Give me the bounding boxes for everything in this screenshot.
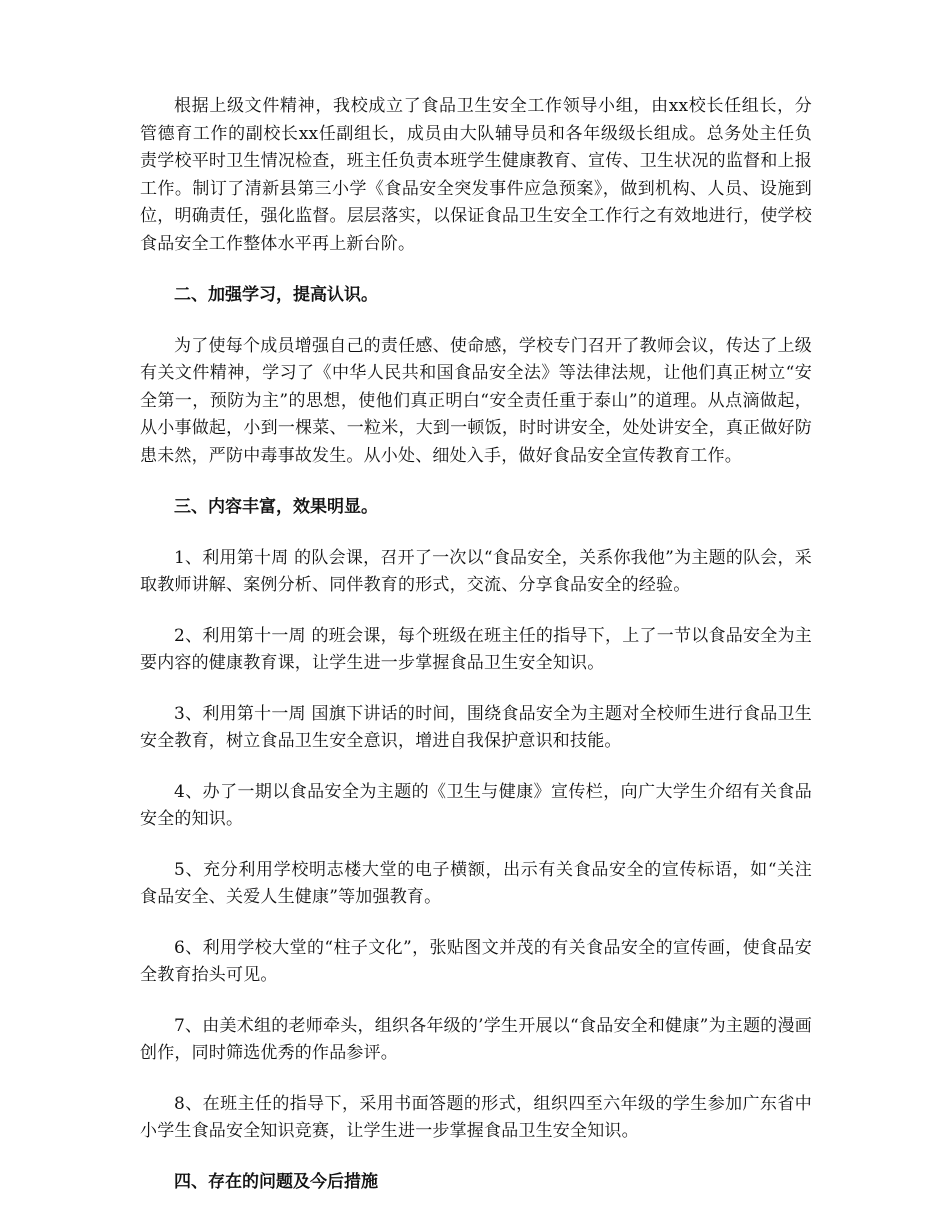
list-item-4: 4、办了一期以食品安全为主题的《卫生与健康》宣传栏，向广大学生介绍有关食品安全的知识。 (140, 781, 812, 829)
section-heading-4: 四、存在的问题及今后措施 (174, 1171, 378, 1192)
document-body (140, 93, 812, 1196)
study-paragraph: 为了使每个成员增强自己的责任感、使命感，学校专门召开了教师会议，传达了上级有关文件精神，学习了《中华人民共和国食品安全法》等法律法规，让他们真正树立“安全第一，预防为主”的思想，使他们真正明白“安全责任重于泰山”的道理。从点滴做起，从小事做起，小到一棵菜、一粒米，大到一顿饭，时时讲安全，处处讲安全，真正做好防患未然，严防中毒事故发生。从小处、细处入手，做好食品安全宣传教育工作。 (140, 335, 812, 466)
list-item-3: 3、利用第十一周 国旗下讲话的时间，围绕食品安全为主题对全校师生进行食品卫生安全教育，树立食品卫生安全意识，增进自我保护意识和技能。 (140, 703, 812, 751)
list-item-8: 8、在班主任的指导下，采用书面答题的形式，组织四至六年级的学生参加广东省中小学生食品安全知识竞赛，让学生进一步掌握食品卫生安全知识。 (140, 1093, 812, 1141)
list-item-6: 6、利用学校大堂的“柱子文化”，张贴图文并茂的有关食品安全的宣传画，使食品安全教育抬头可见。 (140, 937, 812, 985)
list-item-5: 5、充分利用学校明志楼大堂的电子横额，出示有关食品安全的宣传标语，如“关注食品安全、关爱人生健康”等加强教育。 (140, 859, 812, 907)
section-heading-3: 三、内容丰富，效果明显。 (174, 497, 378, 517)
list-item-2: 2、利用第十一周 的班会课，每个班级在班主任的指导下，上了一节以食品安全为主要内容的健康教育课，让学生进一步掌握食品卫生安全知识。 (140, 625, 812, 673)
list-item-7: 7、由美术组的老师牵头，组织各年级的’学生开展以“食品安全和健康”为主题的漫画创作，同时筛选优秀的作品参评。 (140, 1015, 812, 1063)
section-heading-2: 二、加强学习，提高认识。 (174, 285, 378, 305)
list-item-1: 1、利用第十周 的队会课，召开了一次以“食品安全，关系你我他”为主题的队会，采取教师讲解、案例分析、同伴教育的形式，交流、分享食品安全的经验。 (140, 547, 812, 595)
intro-paragraph: 根据上级文件精神，我校成立了食品卫生安全工作领导小组，由xx校长任组长，分管德育工作的副校长xx任副组长，成员由大队辅导员和各年级级长组成。总务处主任负责学校平时卫生情况检查，班主任负责本班学生健康教育、宣传、卫生状况的监督和上报工作。制订了清新县第三小学《食品安全突发事件应急预案》，做到机构、人员、设施到位，明确责任，强化监督。层层落实，以保证食品卫生安全工作行之有效地进行，使学校食品安全工作整体水平再上新台阶。 (140, 96, 812, 254)
